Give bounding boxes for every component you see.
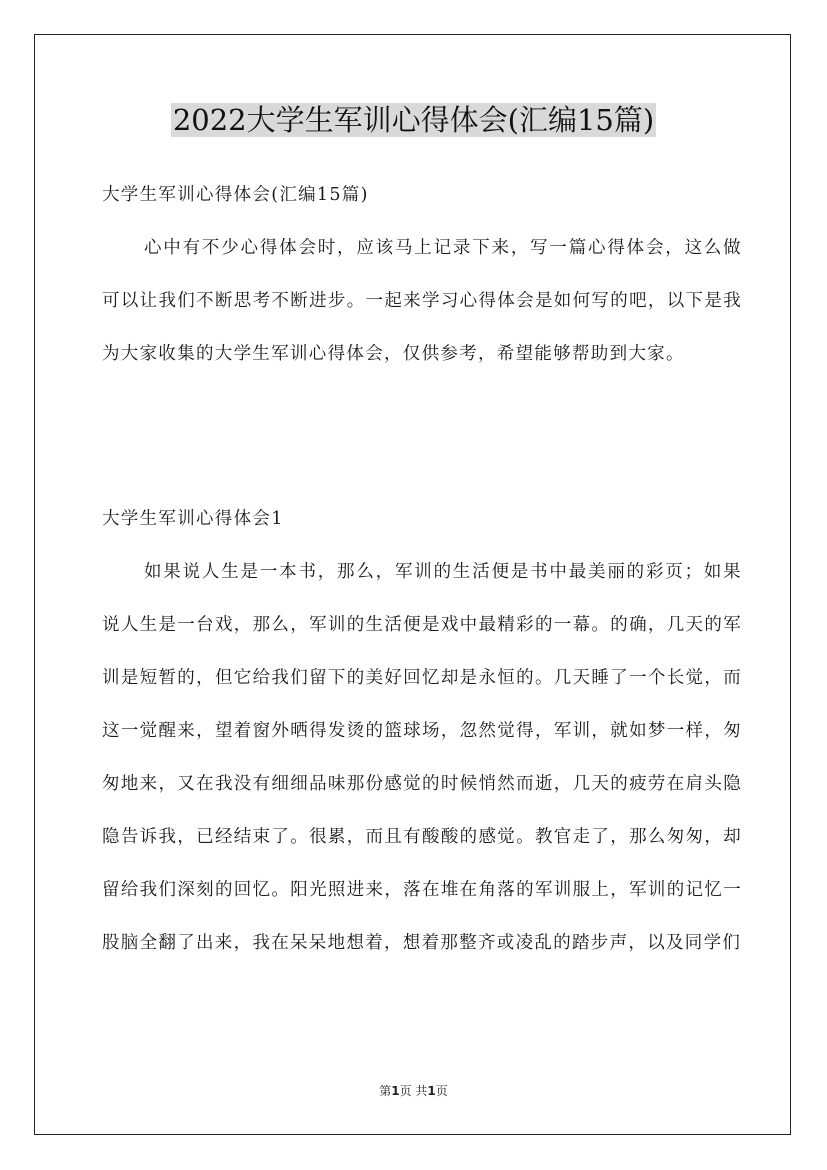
intro-paragraph: 心中有不少心得体会时，应该马上记录下来，写一篇心得体会，这么做可以让我们不断思考不断进步。一起来学习心得体会是如何写的吧，以下是我为大家收集的大学生军训心得体会，仅供参考，希望能够帮助到大家。 — [102, 238, 742, 364]
footer-total-pages: 1 — [427, 1084, 436, 1098]
document-subtitle: 大学生军训心得体会(汇编15篇) — [102, 185, 369, 205]
document-title-text: 2022大学生军训心得体会(汇编15篇) — [172, 103, 655, 137]
footer-prefix: 第 — [379, 1084, 392, 1098]
footer-current-page: 1 — [391, 1084, 400, 1098]
footer-mid: 页 共 — [399, 1084, 428, 1098]
section-heading-1: 大学生军训心得体会1 — [102, 509, 284, 529]
page-footer — [0, 1082, 827, 1099]
footer-suffix: 页 — [435, 1084, 448, 1098]
section-body-1: 如果说人生是一本书，那么，军训的生活便是书中最美丽的彩页；如果说人生是一台戏，那么，军训的生活便是戏中最精彩的一幕。的确，几天的军训是短暂的，但它给我们留下的美好回忆却是永恒的。几天睡了一个长觉，而这一觉醒来，望着窗外晒得发烫的篮球场，忽然觉得，军训，就如梦一样，匆匆地来，又在我没有细细品味那份感觉的时候悄然而逝，几天的疲劳在肩头隐隐告诉我，已经结束了。很累，而且有酸酸的感觉。教官走了，那么匆匆，却留给我们深刻的回忆。阳光照进来，落在堆在角落的军训服上，军训的记忆一股脑全翻了出来，我在呆呆地想着，想着那整齐或凌乱的踏步声，以及同学们 — [102, 562, 742, 953]
document-title — [0, 100, 827, 140]
